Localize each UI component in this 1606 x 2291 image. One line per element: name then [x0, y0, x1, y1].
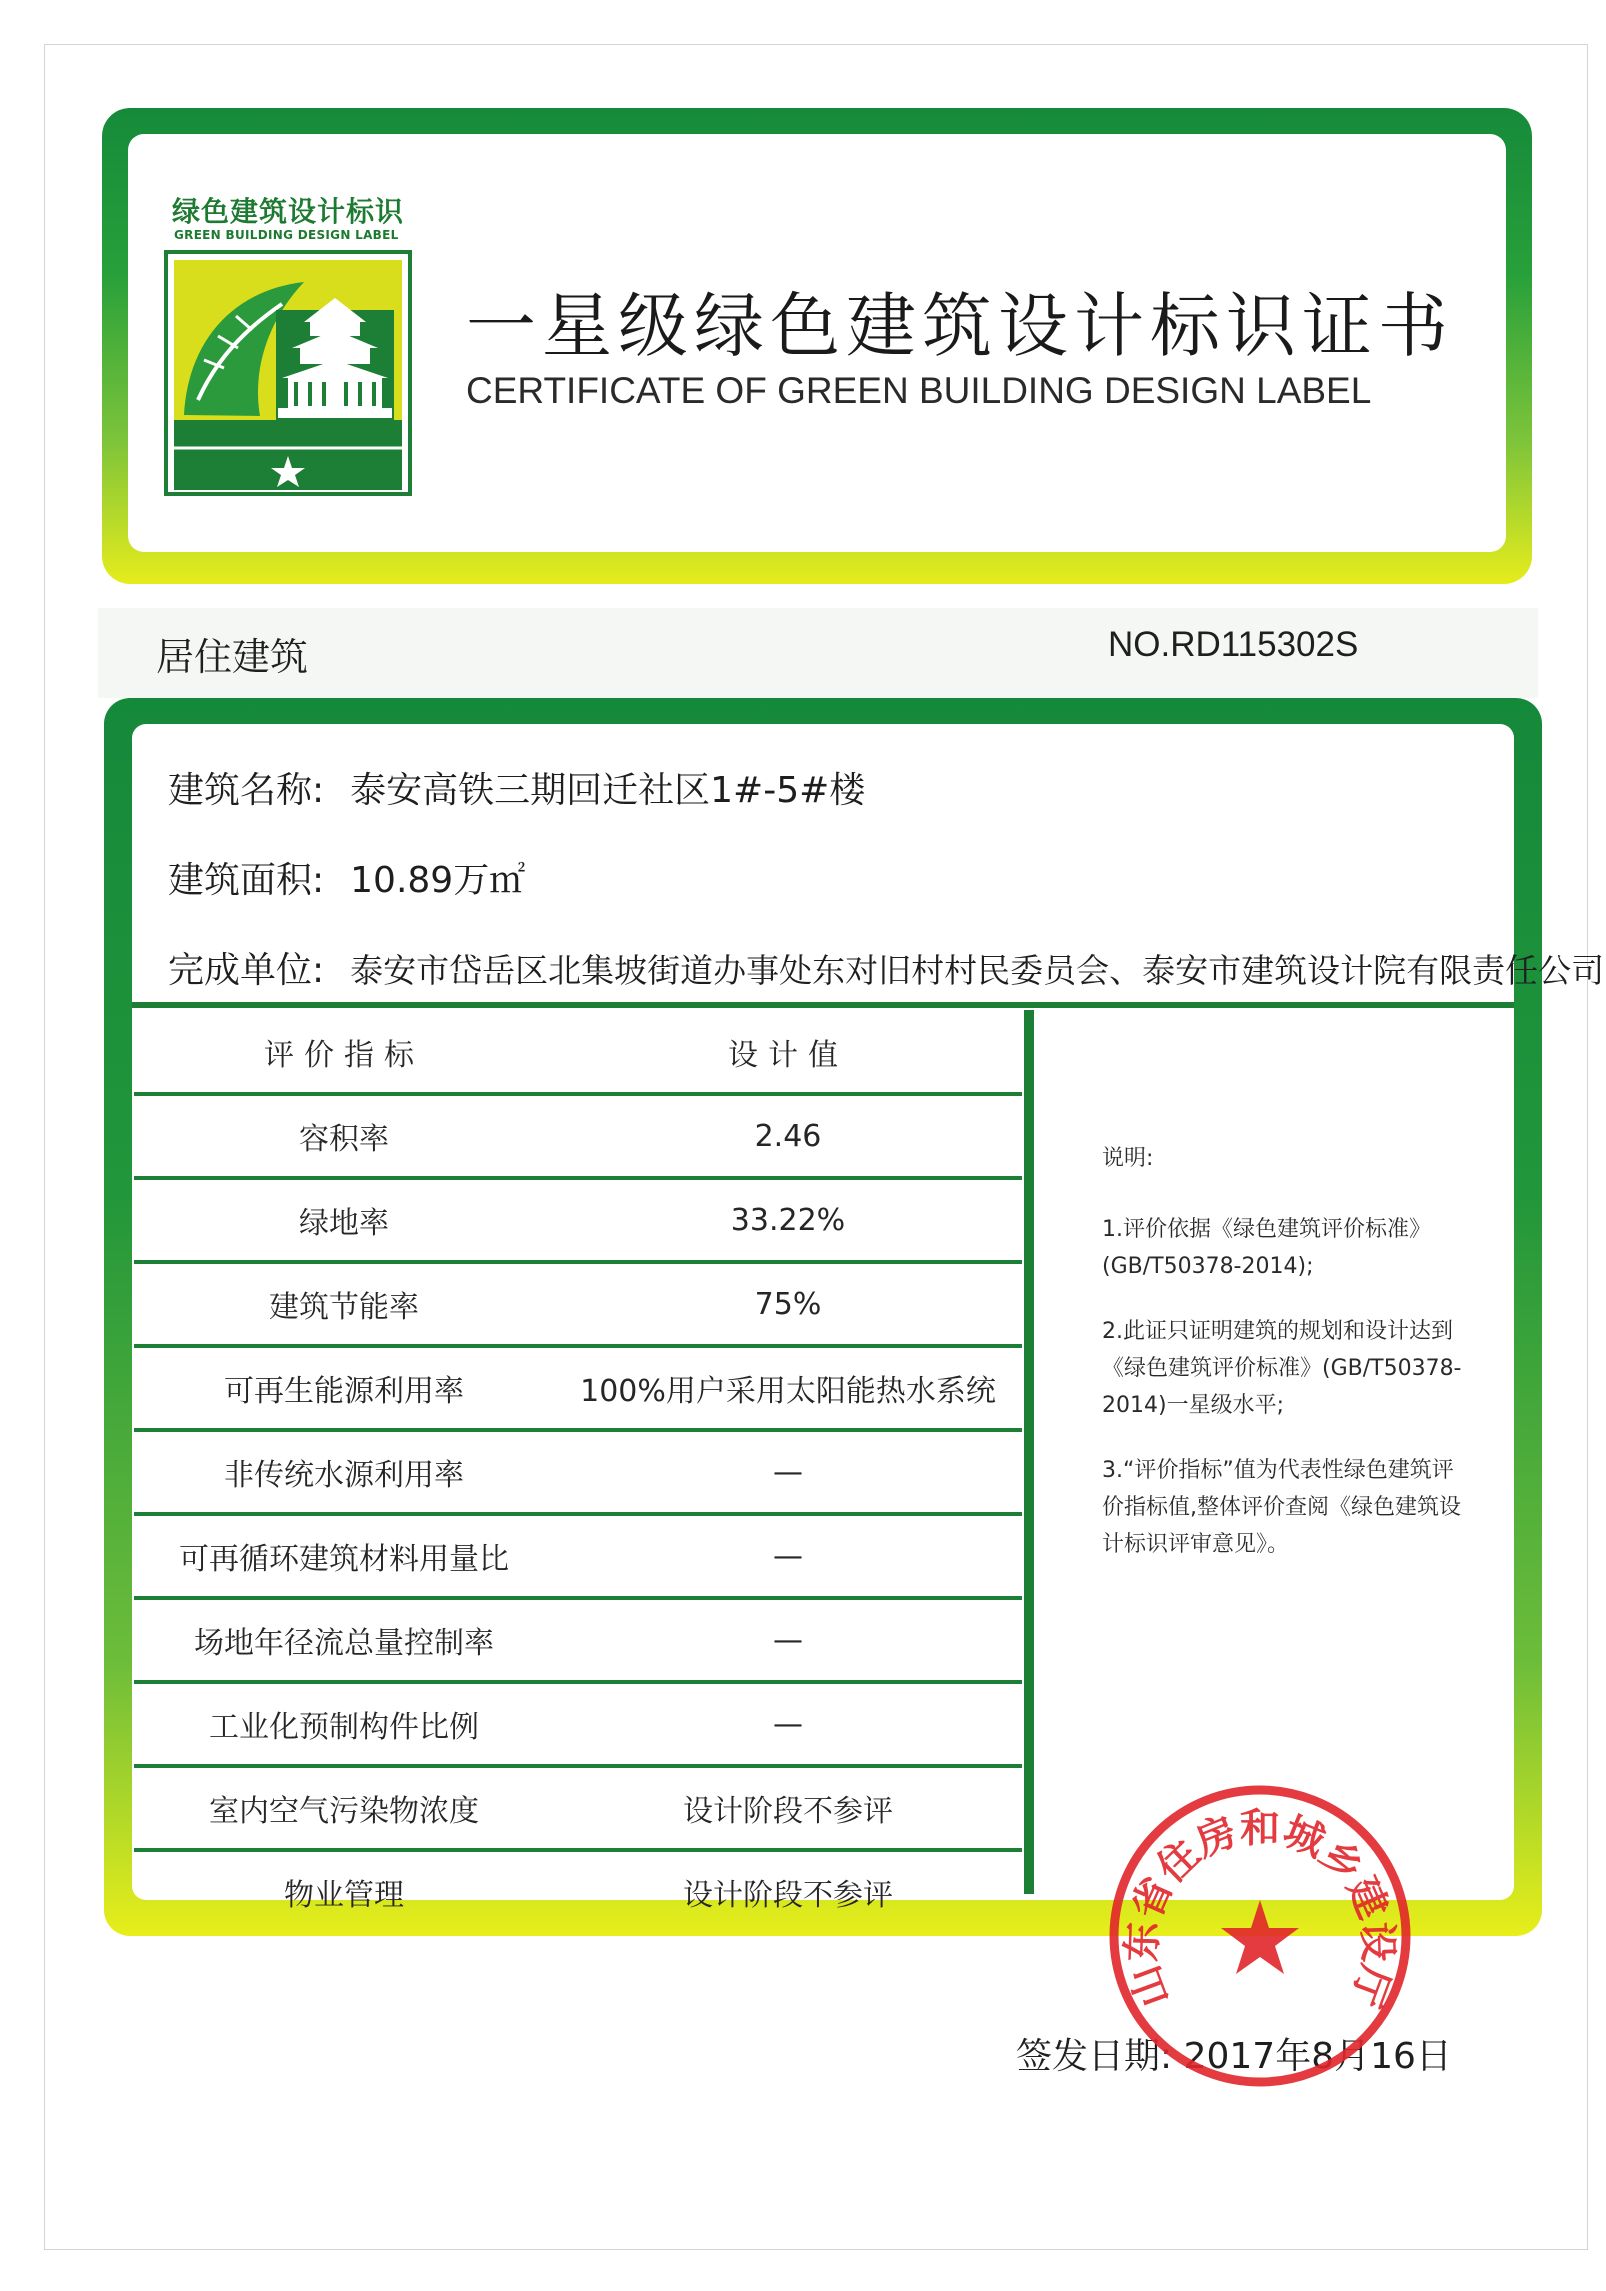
- notes-title: 说明:: [1102, 1146, 1154, 1171]
- table-row: [134, 1094, 1022, 1178]
- metric-value: 33.22%: [554, 1178, 1022, 1262]
- metric-name: 室内空气污染物浓度: [134, 1766, 554, 1850]
- note-item: 1.评价依据《绿色建筑评价标准》(GB/T50378-2014);: [1102, 1217, 1431, 1279]
- table-row: [134, 1766, 1022, 1850]
- building-category: 居住建筑: [156, 635, 309, 679]
- value-column-header: 设计值: [554, 1012, 1022, 1094]
- metric-name: 非传统水源利用率: [134, 1430, 554, 1514]
- certificate-number: NO.RD115302S: [1108, 625, 1359, 664]
- table-row: [134, 1598, 1022, 1682]
- table-row: [134, 1682, 1022, 1766]
- certificate-title-en: CERTIFICATE OF GREEN BUILDING DESIGN LABEL: [466, 370, 1372, 411]
- building-area-row: [168, 852, 525, 903]
- notes-panel: [1102, 1140, 1462, 1591]
- metric-name: 可再循环建筑材料用量比: [134, 1514, 554, 1598]
- issue-date: 签发日期: 2017年8月16日: [1016, 2036, 1452, 2077]
- info-table-divider: [132, 1002, 1514, 1008]
- table-row: [134, 1346, 1022, 1430]
- metric-value: 75%: [554, 1262, 1022, 1346]
- table-row: [134, 1430, 1022, 1514]
- building-area-value: 10.89万㎡: [350, 860, 526, 901]
- certificate-title-cn: 一星级绿色建筑设计标识证书: [466, 285, 1454, 367]
- metric-name: 可再生能源利用率: [134, 1346, 554, 1430]
- building-area-label: 建筑面积:: [168, 860, 325, 901]
- seal-text: 山东省住房和城乡建设厅: [1118, 1804, 1402, 2014]
- building-name-label: 建筑名称:: [168, 770, 325, 811]
- note-item: 2.此证只证明建筑的规划和设计达到《绿色建筑评价标准》(GB/T50378-2014)一星级水平;: [1102, 1319, 1462, 1418]
- logo-title-en: GREEN BUILDING DESIGN LABEL: [174, 228, 399, 242]
- table-row: [134, 1262, 1022, 1346]
- metric-value: 设计阶段不参评: [683, 1878, 893, 1913]
- building-name-value: 泰安高铁三期回迁社区1#-5#楼: [350, 770, 866, 811]
- metric-name: 绿地率: [134, 1178, 554, 1262]
- metric-name: 场地年径流总量控制率: [134, 1598, 554, 1682]
- completion-unit-label: 完成单位:: [168, 950, 325, 991]
- table-row: [134, 1514, 1022, 1598]
- metric-value: 设计阶段不参评: [554, 1766, 1022, 1850]
- metric-value: 100%用户采用太阳能热水系统: [554, 1346, 1022, 1430]
- official-seal-icon: [1104, 1780, 1416, 2092]
- metric-value: —: [554, 1598, 1022, 1682]
- building-name-row: [168, 762, 865, 813]
- metric-column-header: 评价指标: [134, 1012, 554, 1094]
- metric-name: 工业化预制构件比例: [134, 1682, 554, 1766]
- completion-unit-value: 泰安市岱岳区北集坡街道办事处东对旧村村民委员会、泰安市建筑设计院有限责任公司: [350, 951, 1605, 990]
- metric-name: 物业管理: [284, 1878, 404, 1913]
- table-header-row: [134, 1012, 1022, 1094]
- table-row: [134, 1850, 1022, 1932]
- metric-value: 2.46: [554, 1094, 1022, 1178]
- table-notes-divider: [1024, 1010, 1034, 1894]
- metric-value: —: [554, 1514, 1022, 1598]
- metrics-table: [134, 1012, 1022, 1932]
- metric-name: 容积率: [134, 1094, 554, 1178]
- logo-title-cn: 绿色建筑设计标识: [172, 195, 405, 228]
- metric-value: —: [554, 1430, 1022, 1514]
- table-row: [134, 1178, 1022, 1262]
- green-building-logo-icon: [164, 250, 412, 496]
- metric-name: 建筑节能率: [134, 1262, 554, 1346]
- completion-unit-row: [168, 942, 1604, 993]
- metric-value: —: [554, 1682, 1022, 1766]
- note-item: 3.“评价指标”值为代表性绿色建筑评价指标值,整体评价查阅《绿色建筑设计标识评审意见》。: [1102, 1458, 1461, 1557]
